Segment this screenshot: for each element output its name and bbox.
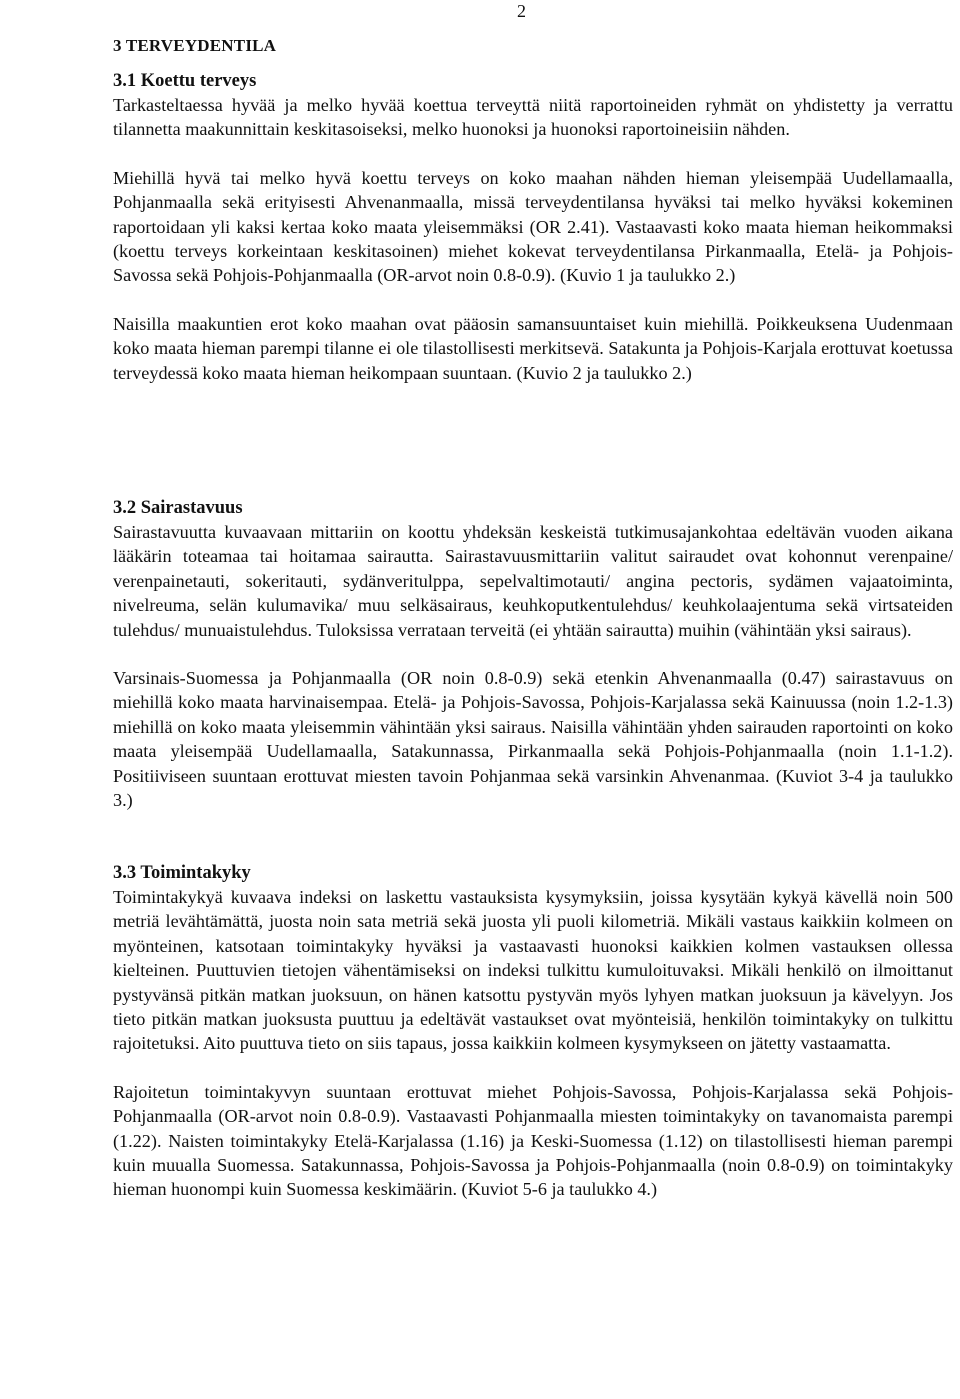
paragraph: Varsinais-Suomessa ja Pohjanmaalla (OR noin 0.8-0.9) sekä etenkin Ahvenanmaalla (0.47) sairastavuus on miehillä koko maata harvinaisempaa. Etelä- ja Pohjois-Savossa, Pohjois-Karjalassa sekä Kainuussa (noin 1.2-1.3) miehillä on koko maata yleisemmin vähintään yksi sairaus. Naisilla vähintään yhden sairauden raportointi on koko maata yleisempää Uudellamaalla, Satakunnassa, Pirkanmaalla sekä Pohjois-Pohjanmaalla (noin 1.1-1.2). Positiiviseen suuntaan erottuvat miesten tavoin Pohjanmaa sekä varsinkin Ahvenanmaa. (Kuviot 3-4 ja taulukko 3.) — [113, 668, 953, 811]
section-sairastavuus — [113, 496, 953, 812]
paragraph: Naisilla maakuntien erot koko maahan ovat pääosin samansuuntaiset kuin miehillä. Poikkeuksena Uudenmaan koko maata hieman parempi tilanne ei ole tilastollisesti merkitsevä. Satakunta ja Pohjois-Karjala erottuvat koetussa terveydessä koko maata hieman heikompaan suuntaan. (Kuvio 2 ja taulukko 2.) — [113, 313, 953, 383]
paragraph: Toimintakykyä kuvaava indeksi on laskettu vastauksista kysymyksiin, joissa kysytään kykyä kävellä noin 500 metriä levähtämättä, juosta noin sata metriä sekä juosta yli puoli kilometriä. Mikäli vastaus kaikkiin kolmeen on myönteinen, katsotaan toimintakyky hyväksi ja vastaavasti huonoksi kaikkien kolmen vastauksen ollessa kielteinen. Puuttuvien tietojen vähentämiseksi on indeksi tulkittu kumuloituvaksi. Mikäli henkilö on ilmoittanut pystyvänsä pitkän matkan juoksuun, on hänen katsottu pystyvän myös lyhyen matkan juoksuun ja kävelyyn. Jos tieto pitkän matkan juoksusta puuttuu ja edeltävät vastaukset ovat myönteisiä, henkilön toimintakyky on tulkittu rajoitetuksi. Aito puuttuva tieto on siis tapaus, jossa kaikkiin kolmeen kysymykseen on jätetty vastaamatta. — [113, 887, 953, 1054]
paragraph: Rajoitetun toimintakyvyn suuntaan erottuvat miehet Pohjois-Savossa, Pohjois-Karjalassa sekä Pohjois-Pohjanmaalla (OR-arvot noin 0.8-0.9). Vastaavasti Pohjanmaalla miesten toimintakyky on tavanomaista parempi (1.22). Naisten toimintakyky Etelä-Karjalassa (1.16) ja Keski-Suomessa (1.12) on tilastollisesti hieman parempi kuin muualla Suomessa. Satakunnassa, Pohjois-Savossa ja Pohjois-Pohjanmaalla (noin 0.8-0.9) on toimintakyky hieman huonompi kuin Suomessa keskimäärin. (Kuviot 5-6 ja taulukko 4.) — [113, 1081, 953, 1200]
section-heading: 3.2 Sairastavuus — [113, 498, 243, 518]
section-heading: 3.3 Toimintakyky — [113, 863, 251, 883]
chapter-title: 3 TERVEYDENTILA — [113, 36, 277, 55]
section-koettu-terveys — [113, 69, 953, 385]
paragraph: Sairastavuutta kuvaavaan mittariin on koottu yhdeksän keskeistä tutkimusajankohtaa edeltävän vuoden aikana lääkärin toteamaa tai hoitamaa sairautta. Sairastavuusmittariin valitut sairaudet ovat kohonnut verenpaine/ verenpainetauti, sokeritauti, sydänveritulppa, sepelvaltimotauti/ angina pectoris, sydämen vajaatoiminta, nivelreuma, selän kulumavika/ muu selkäsairaus, keuhkoputkentulehdus/ keuhkolaajentuma sekä virtsateiden tulehdus/ munuaistulehdus. Tuloksissa verrataan terveitä (ei yhtään sairautta) muihin (vähintään yksi sairaus). — [113, 522, 953, 640]
paragraph: Tarkasteltaessa hyvää ja melko hyvää koettua terveyttä niitä raportoineiden ryhmät on yhdistetty ja verrattu tilannetta maakunnittain keskitasoiseksi, melko huonoksi ja huonoksi raportoineisiin nähden. — [113, 95, 953, 140]
paragraph: Miehillä hyvä tai melko hyvä koettu terveys on koko maahan nähden hieman yleisempää Uudellamaalla, Pohjanmaalla sekä erityisesti Ahvenanmaalla, missä terveydentilansa hyväksi tai melko hyväksi kokeminen raportoidaan yli kaksi kertaa koko maata yleisemmäksi (OR 2.41). Vastaavasti koko maata hieman heikommaksi (koettu terveys korkeintaan keskitasoinen) miehet kokevat terveydentilansa Pirkanmaalla, Etelä- ja Pohjois-Savossa sekä Pohjois-Pohjanmaalla (OR-arvot noin 0.8-0.9). (Kuvio 1 ja taulukko 2.) — [113, 167, 953, 286]
page-number: 2 — [517, 1, 526, 21]
section-toimintakyky — [113, 861, 953, 1202]
section-heading: 3.1 Koettu terveys — [113, 71, 257, 91]
